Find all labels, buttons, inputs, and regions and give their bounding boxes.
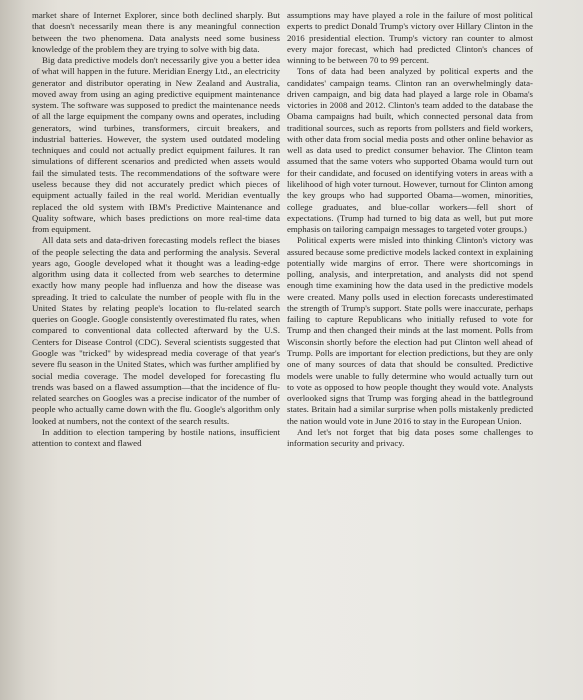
right-text-column bbox=[287, 10, 533, 449]
page-gutter-shadow bbox=[0, 0, 26, 700]
paragraph: Tons of data had been analyzed by political experts and the candidates' campaign teams. Clinton ran an overwhelmingly data-driven campaign, and big data had played a large role in Obama's victories in 2008 and 2012. Clinton's team added to the database the Obama campaigns had built, which connected personal data from traditional sources, such as reports from pollsters and field workers, with other data from social media posts and other online behavior as well as data used to predict consumer behavior. The Clinton team assumed that the same voters who supported Obama would turn out for their candidate, and focused on identifying voters in areas with a likelihood of high voter turnout. However, turnout for Clinton among the key groups who had supported Obama—women, minorities, college graduates, and blue-collar workers—fell short of expectations. (Trump had turned to big data as well, but put more emphasis on tailoring campaign messages to targeted voter groups.) bbox=[287, 66, 533, 235]
paragraph: assumptions may have played a role in the failure of most political experts to predict Donald Trump's victory over Hillary Clinton in the 2016 presidential election. Trump's victory ran counter to almost every major forecast, which had predicted Clinton's chances of winning to be between 70 to 99 percent. bbox=[287, 10, 533, 66]
paragraph: And let's not forget that big data poses some challenges to information security and privacy. bbox=[287, 426, 533, 449]
paragraph: All data sets and data-driven forecasting models reflect the biases of the people selecting the data and performing the analysis. Several years ago, Google developed what it thought was a leading-edge algorithm using data it collected from web searches to determine exactly how many people had influenza and how the disease was spreading. It tried to calculate the number of people with flu in the United States by relating people's location to flu-related search queries on Google. Google consistently overestimated flu rates, when compared to conventional data collected afterward by the U.S. Centers for Disease Control (CDC). Several scientists suggested that Google was "tricked" by widespread media coverage of that year's severe flu season in the United States, which was further amplified by social media coverage. The model developed for forecasting flu trends was based on a flawed assumption—that the incidence of flu-related searches on Googles was a precise indicator of the number of people who actually came down with the flu. Google's algorithm only looked at numbers, not the context of the search results. bbox=[32, 235, 280, 426]
paragraph: market share of Internet Explorer, since both declined sharply. But that doesn't necessarily mean there is any meaningful connection between the two phenomena. Data analysts need some business knowledge of the problem they are trying to solve with big data. bbox=[32, 10, 280, 54]
paragraph: Big data predictive models don't necessarily give you a better idea of what will happen in the future. Meridian Energy Ltd., an electricity generator and distributor operating in New Zealand and Australia, moved away from using an aging predictive equipment maintenance system. The software was supposed to predict the maintenance needs of all the large equipment the company owns and operates, including generators, wind turbines, transformers, circuit breakers, and industrial batteries. However, the system used outdated modeling techniques and could not actually predict equipment failures. It ran simulations of different scenarios and predicted when assets would fail the simulated tests. The recommendations of the software were useless because they did not accurately predict which pieces of equipment actually failed in the real world. Meridian eventually replaced the old system with IBM's Predictive Maintenance and Quality software, which bases predictions on more real-time data from equipment. bbox=[32, 55, 280, 235]
paragraph: Political experts were misled into thinking Clinton's victory was assured because some predictive models lacked context in explaining potentially wide margins of error. There were shortcomings in polling, analysis, and interpretation, and analysts did not spend enough time examining how the data used in the predictive models were created. Many polls used in election forecasts underestimated the strength of Trump's support. State polls were inaccurate, perhaps failing to capture Republicans who initially refused to vote for Trump and then changed their minds at the last moment. Polls from Wisconsin shortly before the election had put Clinton well ahead of Trump. Polls are important for election predictions, but they are only one of many sources of data that should be consulted. Predictive models were unable to fully determine who would actually turn out to vote as opposed to how people thought they would vote. Analysts overlooked signs that Trump was forging ahead in the battleground states. Britain had a similar surprise when polls mistakenly predicted the nation would vote in June 2016 to stay in the European Union. bbox=[287, 235, 533, 426]
paragraph: In addition to election tampering by hostile nations, insufficient attention to context and flawed bbox=[32, 426, 280, 449]
left-text-column bbox=[32, 10, 280, 449]
